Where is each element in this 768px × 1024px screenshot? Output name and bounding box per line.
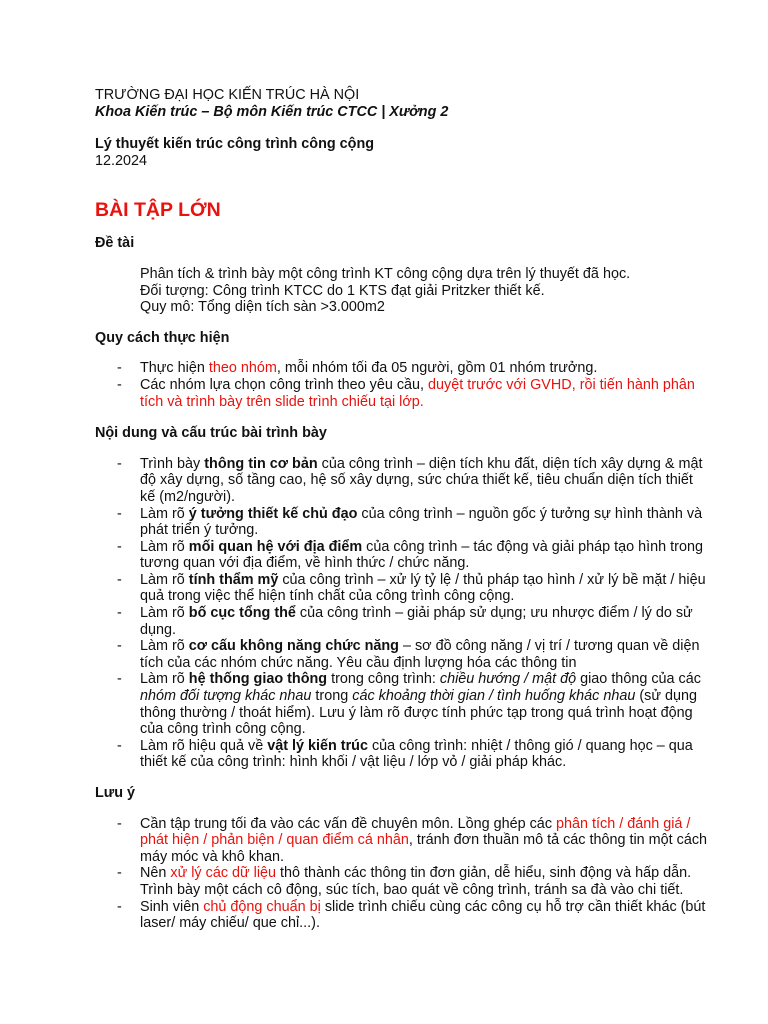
list-item: - Làm rõ bố cục tổng thể của công trình – giải pháp sử dụng; ưu nhược điểm / lý do sử dụng. (95, 605, 708, 638)
document-date: 12.2024 (95, 152, 148, 169)
list-item: - Làm rõ cơ cấu không năng chức năng – sơ đồ công năng / vị trí / tương quan về diện tích của các nhóm chức năng. Yêu cầu định lượng hóa các thông tin (95, 638, 708, 671)
rules-list (95, 360, 708, 410)
topic-block (140, 266, 708, 316)
course-name: Lý thuyết kiến trúc công trình công cộng (95, 136, 375, 153)
topic-heading: Đề tài (95, 235, 135, 252)
topic-line: Phân tích & trình bày một công trình KT công cộng dựa trên lý thuyết đã học. (140, 265, 631, 282)
topic-line: Quy mô: Tổng diện tích sàn >3.000m2 (140, 299, 385, 316)
rules-heading: Quy cách thực hiện (95, 329, 230, 346)
notes-list (95, 816, 708, 932)
notes-heading: Lưu ý (95, 785, 136, 801)
list-item: - Cần tập trung tối đa vào các vấn đề chuyên môn. Lồng ghép các phân tích / đánh giá / phát hiện / phản biện / quan điểm cá nhân, tránh đơn thuần mô tả các thông tin một cách máy móc và khô khan. (95, 816, 708, 866)
list-item: - Trình bày thông tin cơ bản của công trình – diện tích khu đất, diện tích xây dựng & mật độ xây dựng, số tầng cao, hệ số xây dựng, sức chứa thiết kế, tiêu chuẩn diện tích thiết kế (m2/người). (95, 456, 708, 506)
list-item: - Các nhóm lựa chọn công trình theo yêu cầu, duyệt trước với GVHD, rồi tiến hành phân tích và trình bày trên slide trình chiếu tại lớp. (95, 377, 708, 410)
page-title: BÀI TẬP LỚN (95, 199, 221, 222)
list-item: - Làm rõ mối quan hệ với địa điểm của công trình – tác động và giải pháp tạo hình trong tương quan với địa điểm, về hình thức / chức năng. (95, 539, 708, 572)
content-heading: Nội dung và cấu trúc bài trình bày (95, 425, 327, 442)
list-item: - Làm rõ hiệu quả về vật lý kiến trúc của công trình: nhiệt / thông gió / quang học – qua thiết kế của công trình: hình khối / vật liệu / lớp vỏ / giải pháp khác. (95, 738, 708, 771)
list-item: - Làm rõ tính thẩm mỹ của công trình – xử lý tỷ lệ / thủ pháp tạo hình / xử lý bề mặt / hiệu quả trong việc thể hiện tính chất của công trình công cộng. (95, 572, 708, 605)
list-item: - Thực hiện theo nhóm, mỗi nhóm tối đa 05 người, gồm 01 nhóm trưởng. (95, 360, 708, 377)
school-name: TRƯỜNG ĐẠI HỌC KIẾN TRÚC HÀ NỘI (95, 87, 360, 103)
department-line: Khoa Kiến trúc – Bộ môn Kiến trúc CTCC | Xưởng 2 (95, 103, 449, 120)
list-item: - Sinh viên chủ động chuẩn bị slide trình chiếu cùng các công cụ hỗ trợ cần thiết khác (bút laser/ máy chiếu/ que chỉ...). (95, 899, 708, 932)
list-item: - Làm rõ hệ thống giao thông trong công trình: chiều hướng / mật độ giao thông của các nhóm đối tượng khác nhau trong các khoảng thời gian / tình huống khác nhau (sử dụng thông thường / thoát hiểm). Lưu ý làm rõ được tính phức tạp trong quá trình hoạt động của công trình công cộng. (95, 671, 708, 737)
content-list (95, 456, 708, 771)
list-item: - Nên xử lý các dữ liệu thô thành các thông tin đơn giản, dễ hiểu, sinh động và hấp dẫn. Trình bày một cách cô động, súc tích, bao quát về công trình, tránh sa đà vào chi tiết. (95, 865, 708, 898)
list-item: - Làm rõ ý tưởng thiết kế chủ đạo của công trình – nguồn gốc ý tưởng sự hình thành và phát triển ý tưởng. (95, 506, 708, 539)
topic-line: Đối tượng: Công trình KTCC do 1 KTS đạt giải Pritzker thiết kế. (140, 282, 545, 299)
